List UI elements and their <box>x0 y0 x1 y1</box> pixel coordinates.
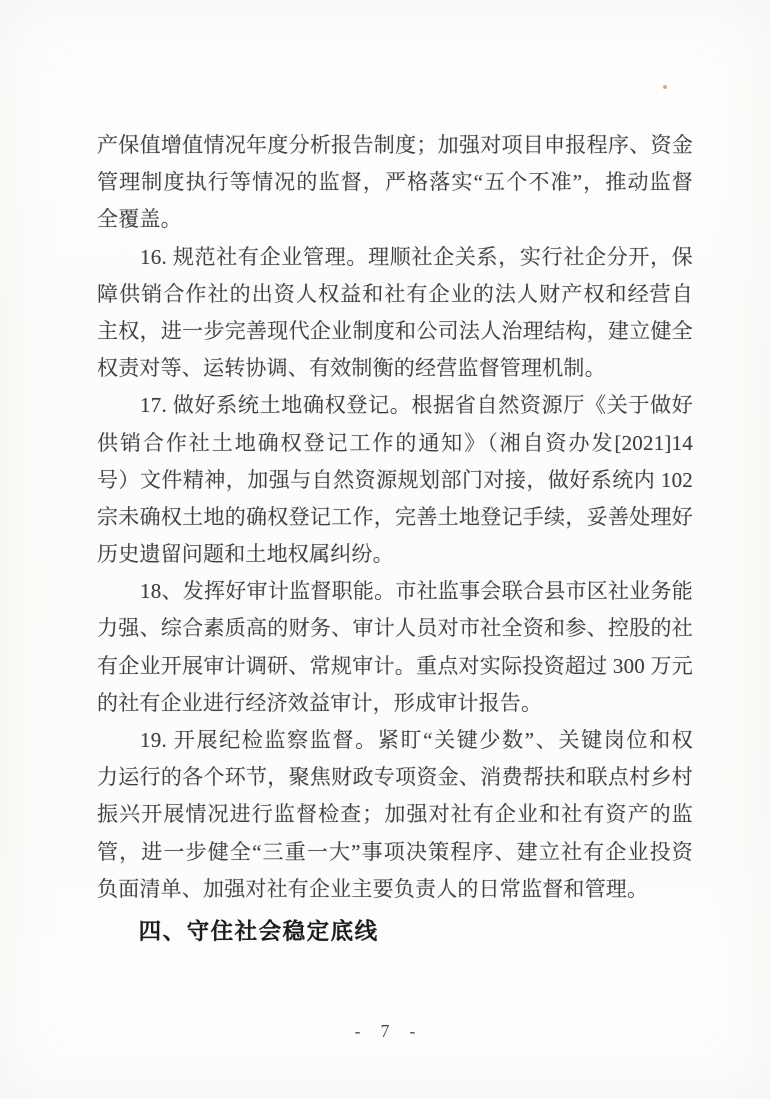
text-line: 19. 开展纪检监察监督。紧盯“关键少数”、关键岗位和权 <box>140 728 693 752</box>
paragraph-item-16 <box>97 239 693 388</box>
text-line: 的社有企业进行经济效益审计，形成审计报告。 <box>97 690 543 715</box>
text-line: 供销合作社土地确权登记工作的通知》（湘自资办发[2021]14 <box>97 430 693 455</box>
text-line: 历史遗留问题和土地权属纠纷。 <box>97 542 394 567</box>
text-line: 力强、综合素质高的财务、审计人员对市社全资和参、控股的社 <box>97 616 693 641</box>
page-number: - 7 - <box>354 1021 424 1041</box>
text-line: 全覆盖。 <box>97 207 182 232</box>
text-line: 有企业开展审计调研、常规审计。重点对实际投资超过 300 万元 <box>97 653 693 678</box>
text-line: 力运行的各个环节，聚焦财政专项资金、消费帮扶和联点村乡村 <box>97 765 693 790</box>
text-line: 16. 规范社有企业管理。理顺社企关系，实行社企分开，保 <box>140 244 693 269</box>
paragraph-item-17 <box>97 387 693 573</box>
paragraph-item-18 <box>97 573 693 722</box>
document-text <box>97 127 693 950</box>
text-line: 负面清单、加强对社有企业主要负责人的日常监督和管理。 <box>97 876 649 901</box>
text-line: 号）文件精神，加强与自然资源规划部门对接，做好系统内 102 <box>97 467 693 492</box>
text-line: 产保值增值情况年度分析报告制度；加强对项目申报程序、资金 <box>97 133 693 157</box>
text-line: 17. 做好系统土地确权登记。根据省自然资源厅《关于做好 <box>140 393 693 418</box>
text-line: 宗未确权土地的确权登记工作，完善土地登记手续，妥善处理好 <box>97 504 693 529</box>
text-line: 18、发挥好审计监督职能。市社监事会联合县市区社业务能 <box>140 579 693 604</box>
paragraph-item-19 <box>97 722 693 908</box>
text-line: 权责对等、运转协调、有效制衡的经营监督管理机制。 <box>97 356 606 381</box>
text-line: 管理制度执行等情况的监督，严格落实“五个不准”，推动监督 <box>97 170 693 195</box>
text-line: 管，进一步健全“三重一大”事项决策程序、建立社有企业投资 <box>97 839 693 864</box>
text-line: 障供销合作社的出资人权益和社有企业的法人财产权和经营自 <box>97 281 693 306</box>
text-line: 主权，进一步完善现代企业制度和公司法人治理结构，建立健全 <box>97 318 693 343</box>
paragraph-continuation <box>97 127 693 239</box>
scan-artifact-speck <box>663 85 667 89</box>
text-line: 振兴开展情况进行监督检查；加强对社有企业和社有资产的监 <box>97 802 693 827</box>
section-heading: 四、守住社会稳定底线 <box>138 918 379 944</box>
